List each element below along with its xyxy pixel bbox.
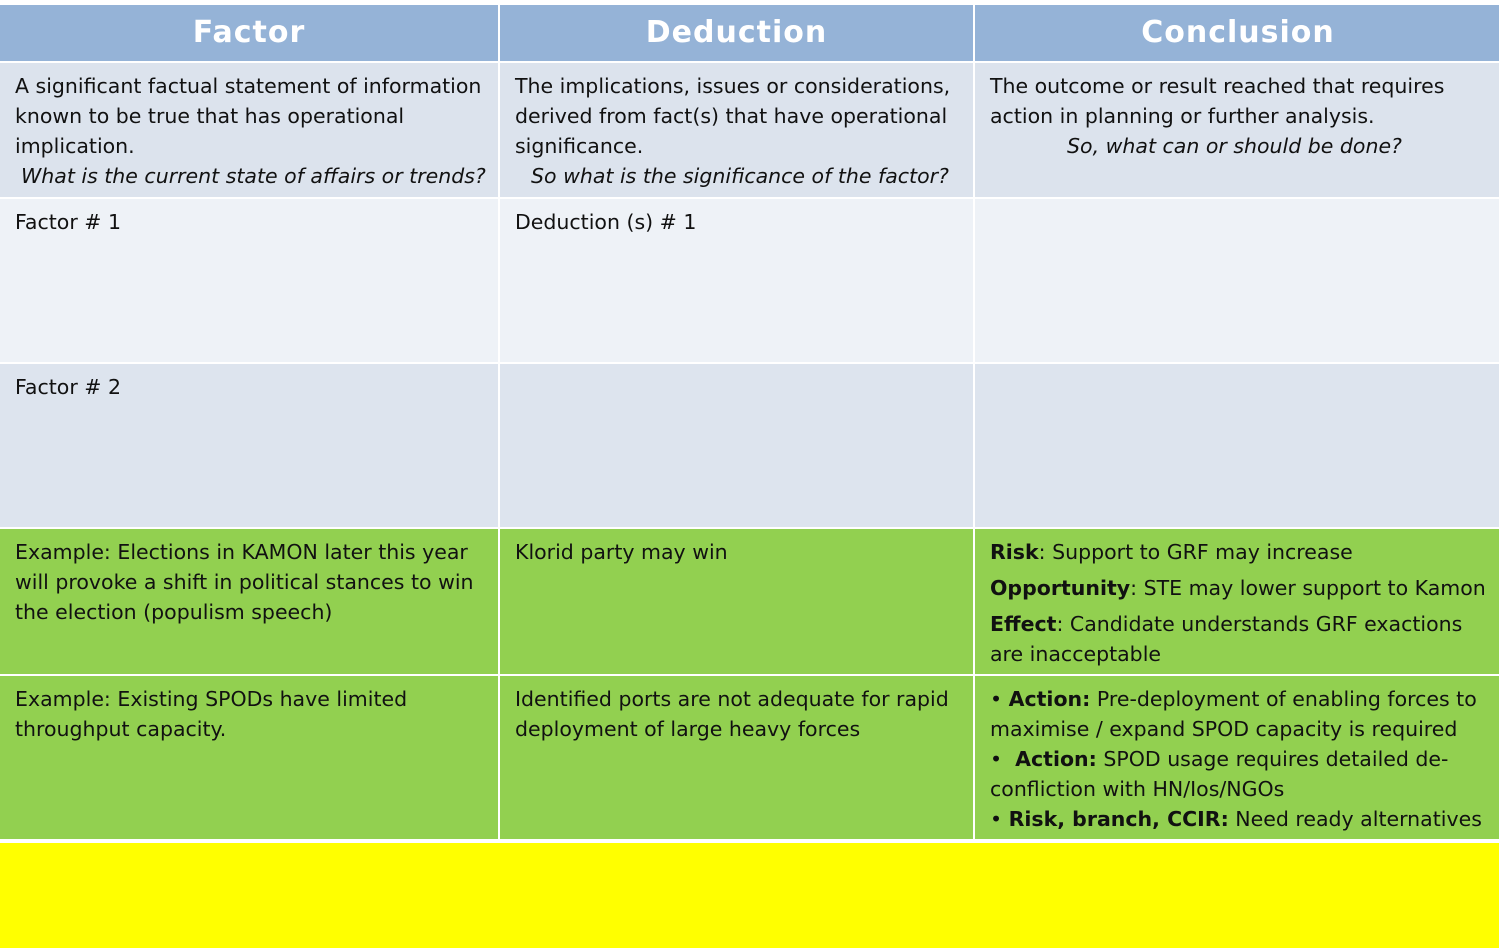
conclusion-description-cell bbox=[975, 63, 1499, 197]
conclusion-description: The outcome or result reached that requires action in planning or further analysis. bbox=[990, 74, 1445, 128]
example2-action1-text: Pre-deployment of enabling forces to maximise / expand SPOD capacity is required bbox=[990, 687, 1477, 741]
example1-opportunity-text: : STE may lower support to Kamon bbox=[1130, 576, 1486, 600]
factor2-cell: Factor # 2 bbox=[0, 364, 498, 527]
example2-action1-label: Action: bbox=[1008, 687, 1091, 711]
example2-risk-label: Risk, branch, CCIR: bbox=[1008, 807, 1229, 831]
example2-conclusion-action-1 bbox=[990, 684, 1489, 744]
example2-factor-cell: Example: Existing SPODs have limited throughput capacity. bbox=[0, 676, 498, 839]
factor1-cell: Factor # 1 bbox=[0, 199, 498, 362]
example2-conclusion-risk bbox=[990, 804, 1489, 834]
example1-conclusion-effect bbox=[990, 609, 1489, 669]
example2-risk-text: Need ready alternatives bbox=[1228, 807, 1482, 831]
example1-risk-text: : Support to GRF may increase bbox=[1038, 540, 1353, 564]
analysis-table bbox=[0, 5, 1499, 841]
example1-effect-label: Effect bbox=[990, 612, 1057, 636]
deduction-description: The implications, issues or considerations, derived from fact(s) that have operational significance. bbox=[515, 74, 951, 158]
example1-conclusion-opportunity bbox=[990, 573, 1489, 603]
example2-conclusion-cell bbox=[975, 676, 1499, 839]
example1-opportunity-label: Opportunity bbox=[990, 576, 1131, 600]
example2-conclusion-action-2 bbox=[990, 744, 1489, 804]
deduction-description-cell bbox=[500, 63, 973, 197]
example1-factor-cell: Example: Elections in KAMON later this year will provoke a shift in political stances to win the election (populism speech) bbox=[0, 529, 498, 674]
example1-conclusion-risk bbox=[990, 537, 1489, 567]
example2-deduction-cell: Identified ports are not adequate for rapid deployment of large heavy forces bbox=[500, 676, 973, 839]
header-factor: Factor bbox=[0, 5, 498, 61]
example2-action2-text: SPOD usage requires detailed de-confliction with HN/Ios/NGOs bbox=[990, 747, 1449, 801]
deduction2-cell bbox=[500, 364, 973, 527]
conclusion2-cell bbox=[975, 364, 1499, 527]
deduction1-cell: Deduction (s) # 1 bbox=[500, 199, 973, 362]
header-deduction: Deduction bbox=[500, 5, 973, 61]
bullet-icon: • bbox=[990, 807, 1009, 831]
example1-risk-label: Risk bbox=[990, 540, 1039, 564]
footer-band bbox=[0, 843, 1499, 948]
factor-description: A significant factual statement of information known to be true that has operational implication. bbox=[15, 74, 482, 158]
bullet-icon: • bbox=[990, 747, 1016, 771]
conclusion1-cell bbox=[975, 199, 1499, 362]
factor-question: What is the current state of affairs or trends? bbox=[21, 164, 486, 188]
factor-description-cell bbox=[0, 63, 498, 197]
example1-deduction-cell: Klorid party may win bbox=[500, 529, 973, 674]
example1-effect-text: : Candidate understands GRF exactions are inacceptable bbox=[990, 612, 1463, 666]
conclusion-question: So, what can or should be done? bbox=[1067, 134, 1402, 158]
deduction-question: So what is the significance of the factor? bbox=[531, 164, 949, 188]
example2-action2-label: Action: bbox=[1015, 747, 1097, 771]
header-conclusion: Conclusion bbox=[975, 5, 1499, 61]
bullet-icon: • bbox=[990, 687, 1009, 711]
example1-conclusion-cell bbox=[975, 529, 1499, 674]
